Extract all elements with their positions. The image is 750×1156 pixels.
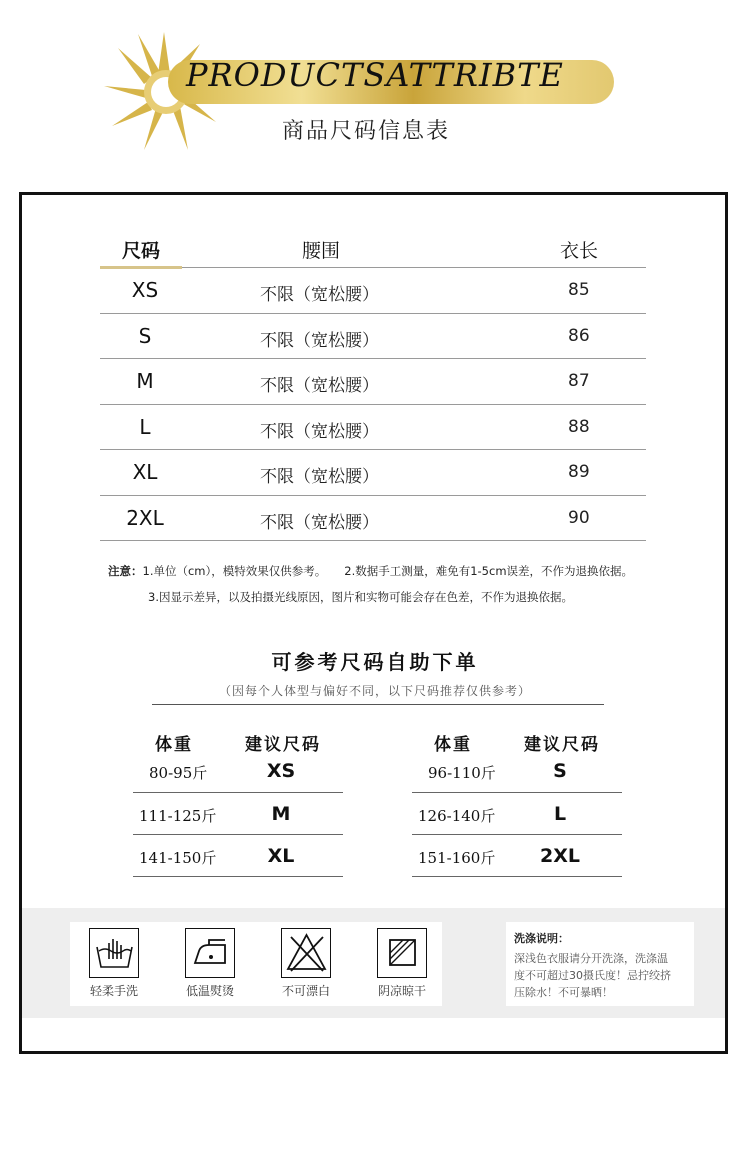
care-icons-panel: [70, 922, 442, 1006]
note-3: 3.因显示差异，以及拍摄光线原因，图片和实物可能会存在色差，不作为退换依据。: [148, 590, 573, 604]
care-line: 压除水！不可暴晒！: [514, 986, 613, 999]
care-item-iron: [170, 928, 250, 999]
cell-weight: 141-150斤: [139, 849, 217, 867]
cell-size: S: [553, 760, 567, 782]
cell-size: XS: [266, 760, 296, 782]
brand-title: PRODUCTSATTRIBTE: [186, 56, 564, 94]
note-1: 1.单位（cm），模特效果仅供参考。: [142, 564, 327, 578]
table-row: [133, 760, 343, 793]
cell-weight: 80-95斤: [149, 764, 208, 782]
page-title: 商品尺码信息表: [282, 119, 451, 144]
note-line-1: [108, 563, 633, 579]
cell-size: 2XL: [540, 845, 580, 867]
cell-waist: 不限（宽松腰）: [260, 421, 379, 442]
care-instructions-title: 洗涤说明：: [514, 932, 569, 945]
no-bleach-icon: [281, 928, 331, 978]
care-instructions-body: [514, 950, 686, 1001]
size-table: [100, 224, 646, 541]
care-item-shade-dry: [362, 928, 442, 999]
cell-size: XL: [267, 845, 295, 867]
shade-dry-icon: [377, 928, 427, 978]
iron-low-icon: [185, 928, 235, 978]
hand-wash-icon: [89, 928, 139, 978]
header-waist: 腰围: [302, 240, 341, 262]
reference-title: 可参考尺码自助下单: [271, 650, 479, 674]
weight-table-header: [412, 730, 622, 760]
cell-size: M: [136, 369, 154, 393]
weight-table-right: [412, 730, 622, 877]
header-suggested-size: 建议尺码: [245, 735, 321, 755]
care-line: 深浅色衣服请分开洗涤，洗涤温: [514, 952, 668, 965]
cell-weight: 126-140斤: [418, 807, 496, 825]
care-line: 度不可超过30摄氏度！忌拧绞挤: [514, 969, 671, 982]
care-label: 不可漂白: [281, 984, 330, 998]
header-weight: 体重: [434, 735, 472, 755]
table-row: [100, 450, 646, 496]
cell-waist: 不限（宽松腰）: [260, 330, 379, 351]
cell-size: XL: [132, 460, 158, 484]
header: [0, 0, 750, 190]
care-item-no-bleach: [266, 928, 346, 999]
table-row: [100, 314, 646, 360]
size-table-header: [100, 224, 646, 268]
table-row: [133, 793, 343, 835]
header-suggested-size: 建议尺码: [524, 735, 600, 755]
table-row: [412, 760, 622, 793]
table-row: [412, 835, 622, 877]
header-length: 衣长: [560, 240, 599, 262]
care-label: 阴凉晾干: [377, 984, 426, 998]
note-2: 2.数据手工测量，难免有1-5cm误差，不作为退换依据。: [344, 564, 634, 578]
cell-waist: 不限（宽松腰）: [260, 376, 379, 396]
cell-length: 88: [568, 416, 590, 437]
cell-weight: 96-110斤: [428, 764, 496, 782]
cell-size: L: [553, 803, 567, 825]
cell-size: S: [138, 323, 152, 348]
weight-table-left: [133, 730, 343, 877]
reference-subtitle: （因每个人体型与偏好不同，以下尺码推荐仅供参考）: [218, 684, 531, 698]
cell-length: 87: [568, 371, 590, 391]
note-label: 注意：: [108, 564, 143, 578]
weight-table-header: [133, 730, 343, 760]
cell-length: 86: [568, 325, 590, 346]
cell-waist: 不限（宽松腰）: [260, 467, 379, 487]
care-label: 低温熨烫: [185, 984, 234, 998]
cell-length: 85: [568, 280, 590, 300]
cell-size: L: [139, 414, 151, 439]
cell-size: 2XL: [126, 505, 164, 530]
cell-length: 90: [568, 507, 590, 528]
cell-waist: 不限（宽松腰）: [260, 285, 379, 305]
cell-weight: 151-160斤: [418, 849, 496, 867]
cell-size: M: [271, 803, 291, 825]
cell-waist: 不限（宽松腰）: [260, 512, 379, 533]
table-row: [100, 268, 646, 314]
header-size: 尺码: [122, 240, 161, 262]
header-weight: 体重: [155, 735, 193, 755]
care-item-hand-wash: [74, 928, 154, 999]
table-row: [100, 496, 646, 542]
table-row: [412, 793, 622, 835]
divider: [152, 704, 604, 705]
care-instructions: [506, 922, 694, 1006]
table-row: [100, 405, 646, 451]
care-label: 轻柔手洗: [89, 984, 138, 998]
cell-length: 89: [568, 462, 590, 482]
table-row: [100, 359, 646, 405]
cell-size: XS: [131, 278, 159, 302]
cell-weight: 111-125斤: [139, 807, 217, 825]
table-row: [133, 835, 343, 877]
